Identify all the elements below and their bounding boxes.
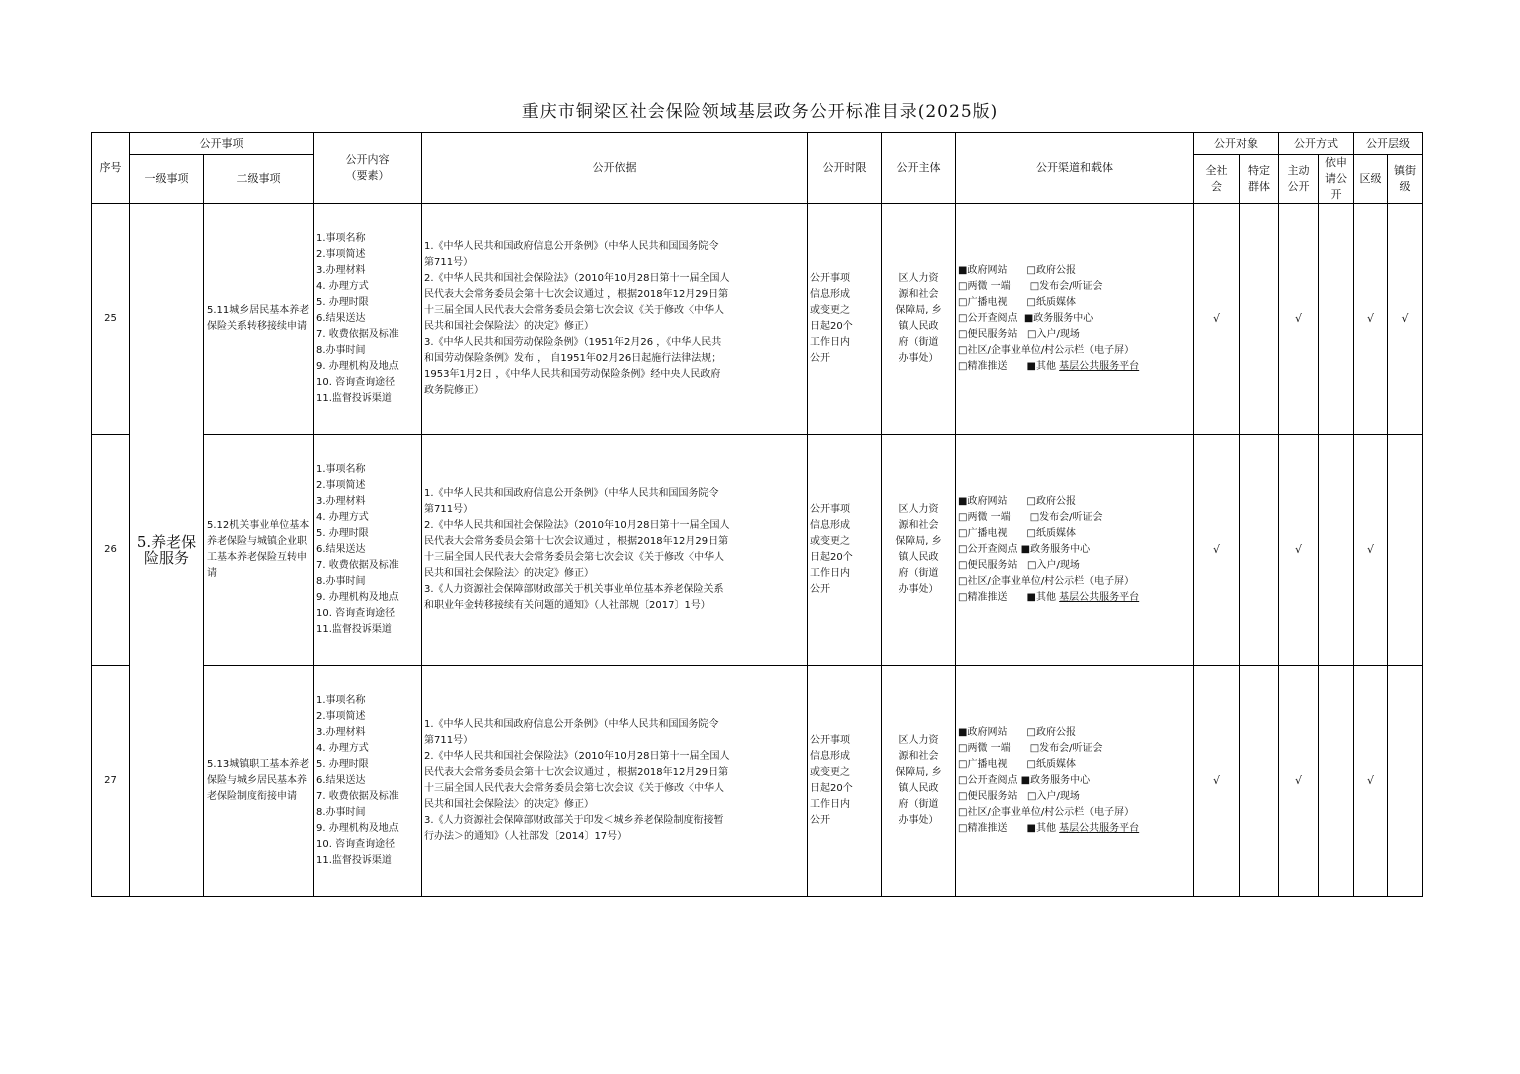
channel-item: □两微 一端 [958,512,1011,523]
channel-item: □政府公报 [1026,496,1076,507]
channel-item: □入户/现场 [1027,560,1080,571]
header-level-district: 区级 [1354,155,1388,204]
subject-line: 保障局, 乡 [895,305,942,316]
subject-line: 源和社会 [898,289,939,300]
mark-level-town [1388,666,1423,897]
row-seq: 27 [92,666,130,897]
level1-matter-text: 5.养老保险服务 [136,533,197,567]
subject-line: 源和社会 [898,751,939,762]
element: 2.事项简述 [316,711,366,722]
time-limit-line: 公开事项 [810,735,850,746]
basis-line: 3.《人力资源社会保障部财政部关于印发＜城乡养老保险制度衔接暂 [424,815,724,826]
element: 1.事项名称 [316,695,366,706]
header-matters: 公开事项 [130,133,314,155]
subject-line: 办事处） [898,584,939,595]
subject-line: 源和社会 [898,520,939,531]
channel-item: ■政府网站 [958,265,1008,276]
time-limit-line: 公开 [810,584,830,595]
element: 5. 办理时限 [316,759,369,770]
element: 3.办理材料 [316,265,366,276]
table-row [92,435,1423,666]
element: 7. 收费依据及标准 [316,560,399,571]
channel-item: □公开查阅点 [958,775,1018,786]
basis-line: 2.《中华人民共和国社会保险法》（2010年10月28日第十一届全国人 [424,520,730,531]
mark-target-specific [1240,435,1279,666]
header-seq: 序号 [92,133,130,204]
channel-item: □发布会/听证会 [1029,743,1103,754]
row-seq: 26 [92,435,130,666]
header-channel: 公开渠道和载体 [956,133,1194,204]
subject-line: 保障局, 乡 [895,536,942,547]
channel-item: □精准推送 [958,592,1008,603]
channel-line [958,757,1191,773]
time-limit [808,435,882,666]
element: 10. 咨询查询途径 [316,608,396,619]
channel-line [958,574,1191,590]
header-method-active: 主动公开 [1279,155,1319,204]
header-level-town: 镇街级 [1388,155,1423,204]
element: 6.结果送达 [316,544,366,555]
channel-item: ■其他 [1026,361,1056,372]
subject [882,204,956,435]
mark-target-specific [1240,204,1279,435]
channel-line [958,494,1191,510]
time-limit-line: 公开 [810,353,830,364]
basis-line: 行办法＞的通知》（人社部发〔2014〕17号） [424,831,628,842]
basis-line: 十三届全国人民代表大会常务委员会第七次会议《关于修改〈中华人 [424,783,724,794]
page-title: 重庆市铜梁区社会保险领域基层政务公开标准目录(2025版) [521,102,999,122]
element: 1.事项名称 [316,233,366,244]
channel-item: □入户/现场 [1027,791,1080,802]
element: 9. 办理机构及地点 [316,361,399,372]
subject-line: 镇人民政 [898,552,939,563]
element: 10. 咨询查询途径 [316,839,396,850]
mark-method-apply [1319,435,1354,666]
header-method: 公开方式 [1279,133,1354,155]
channel-line [958,725,1191,741]
channel-item: □精准推送 [958,823,1008,834]
time-limit-line: 日起20个 [810,321,853,332]
channel-item: □入户/现场 [1027,329,1080,340]
element: 6.结果送达 [316,775,366,786]
mark-method-active: √ [1279,435,1319,666]
level2-matter: 5.12机关事业单位基本养老保险与城镇企业职工基本养老保险互转申请 [204,435,314,666]
subject-line: 镇人民政 [898,321,939,332]
time-limit-line: 信息形成 [810,751,850,762]
subject-line: 府（街道 [898,337,939,348]
channel-item: □发布会/听证会 [1029,281,1103,292]
mark-target-all: √ [1194,435,1240,666]
channel-item-underlined: 基层公共服务平台 [1059,823,1140,834]
time-limit-line: 工作日内 [810,799,850,810]
header-level2: 二级事项 [204,155,314,204]
channel-line [958,263,1191,279]
channel-line [958,359,1191,375]
time-limit [808,666,882,897]
content-elements [314,666,422,897]
subject-line: 区人力资 [898,735,939,746]
basis-line: 第711号） [424,504,474,515]
mark-method-apply [1319,204,1354,435]
element: 2.事项简述 [316,249,366,260]
channel-item: □纸质媒体 [1026,759,1076,770]
header-level1: 一级事项 [130,155,204,204]
channel-item-underlined: 基层公共服务平台 [1059,592,1140,603]
basis-line: 十三届全国人民代表大会常务委员会第七次会议《关于修改〈中华人 [424,552,724,563]
element: 9. 办理机构及地点 [316,592,399,603]
channel-item: □两微 一端 [958,281,1011,292]
time-limit-line: 或变更之 [810,767,850,778]
channel-item: □社区/企事业单位/村公示栏（电子屏） [958,576,1135,587]
mark-level-district: √ [1354,204,1388,435]
level2-matter: 5.11城乡居民基本养老保险关系转移接续申请 [204,204,314,435]
mark-target-all: √ [1194,666,1240,897]
element: 7. 收费依据及标准 [316,329,399,340]
header-target-specific: 特定群体 [1240,155,1279,204]
channel-item: □广播电视 [958,759,1008,770]
mark-method-active: √ [1279,666,1319,897]
element: 5. 办理时限 [316,297,369,308]
element: 4. 办理方式 [316,743,369,754]
basis-text [422,435,808,666]
mark-level-district: √ [1354,435,1388,666]
time-limit-line: 公开事项 [810,273,850,284]
header-level: 公开层级 [1354,133,1423,155]
element: 3.办理材料 [316,496,366,507]
channel-item: ■政府网站 [958,727,1008,738]
time-limit-line: 日起20个 [810,552,853,563]
basis-line: 十三届全国人民代表大会常务委员会第七次会议《关于修改〈中华人 [424,305,724,316]
channels [956,435,1194,666]
channel-item: ■其他 [1026,592,1056,603]
channels [956,666,1194,897]
header-target-all: 全社会 [1194,155,1240,204]
channel-item: □纸质媒体 [1026,297,1076,308]
mark-method-active: √ [1279,204,1319,435]
basis-text [422,666,808,897]
content-elements [314,435,422,666]
channel-line [958,590,1191,606]
element: 4. 办理方式 [316,512,369,523]
channel-line [958,805,1191,821]
element: 7. 收费依据及标准 [316,791,399,802]
channel-item: □社区/企事业单位/村公示栏（电子屏） [958,345,1135,356]
time-limit-line: 信息形成 [810,520,850,531]
subject-line: 镇人民政 [898,783,939,794]
time-limit-line: 或变更之 [810,536,850,547]
basis-line: 民共和国社会保险法〉的决定》修正） [424,568,594,579]
channel-line [958,510,1191,526]
mark-level-district: √ [1354,666,1388,897]
channel-item: ■政务服务中心 [1020,775,1091,786]
channel-item: □政府公报 [1026,265,1076,276]
subject-line: 区人力资 [898,504,939,515]
basis-line: 民代表大会常务委员会第十七次会议通过 ，根据2018年12月29日第 [424,767,729,778]
channel-item: □发布会/听证会 [1029,512,1103,523]
channel-item: ■其他 [1026,823,1056,834]
channel-line [958,542,1191,558]
channel-item: □精准推送 [958,361,1008,372]
subject [882,435,956,666]
channel-line [958,279,1191,295]
channel-item: □公开查阅点 [958,313,1018,324]
row-seq: 25 [92,204,130,435]
element: 1.事项名称 [316,464,366,475]
basis-line: 第711号） [424,735,474,746]
mark-target-all: √ [1194,204,1240,435]
element: 2.事项简述 [316,480,366,491]
element: 11.监督投诉渠道 [316,393,392,404]
channel-line [958,327,1191,343]
channel-line [958,773,1191,789]
level2-matter: 5.13城镇职工基本养老保险与城乡居民基本养老保险制度衔接申请 [204,666,314,897]
channel-line [958,821,1191,837]
basis-text [422,204,808,435]
mark-level-town [1388,435,1423,666]
channel-line [958,558,1191,574]
subject-line: 保障局, 乡 [895,767,942,778]
header-basis: 公开依据 [422,133,808,204]
time-limit-line: 公开 [810,815,830,826]
channel-item: ■政务服务中心 [1023,313,1094,324]
subject-line: 府（街道 [898,568,939,579]
channel-item: □社区/企事业单位/村公示栏（电子屏） [958,807,1135,818]
channel-item: □广播电视 [958,297,1008,308]
subject-line: 区人力资 [898,273,939,284]
subject-line: 办事处） [898,815,939,826]
header-target: 公开对象 [1194,133,1279,155]
element: 6.结果送达 [316,313,366,324]
header-time-limit: 公开时限 [808,133,882,204]
basis-line: 3.《人力资源社会保障部财政部关于机关事业单位基本养老保险关系 [424,584,724,595]
channel-item: □纸质媒体 [1026,528,1076,539]
channels [956,204,1194,435]
basis-line: 政务院修正） [424,385,484,396]
mark-target-specific [1240,666,1279,897]
element: 8.办事时间 [316,576,366,587]
channel-line [958,311,1191,327]
channel-item: ■政府网站 [958,496,1008,507]
basis-line: 1.《中华人民共和国政府信息公开条例》（中华人民共和国国务院令 [424,488,719,499]
element: 11.监督投诉渠道 [316,624,392,635]
channel-item: □两微 一端 [958,743,1011,754]
time-limit-line: 公开事项 [810,504,850,515]
mark-level-town: √ [1388,204,1423,435]
basis-line: 民代表大会常务委员会第十七次会议通过 ，根据2018年12月29日第 [424,289,729,300]
content-elements [314,204,422,435]
time-limit [808,204,882,435]
time-limit-line: 信息形成 [810,289,850,300]
basis-line: 民代表大会常务委员会第十七次会议通过 ，根据2018年12月29日第 [424,536,729,547]
element: 8.办事时间 [316,807,366,818]
channel-item-underlined: 基层公共服务平台 [1059,361,1140,372]
channel-item: □广播电视 [958,528,1008,539]
catalog-table [91,132,1423,897]
channel-item: ■政务服务中心 [1020,544,1091,555]
channel-item: □公开查阅点 [958,544,1018,555]
basis-line: 和国劳动保险条例》发布 ， 自1951年02月26日起施行法律法规； [424,353,722,364]
channel-line [958,295,1191,311]
channel-line [958,789,1191,805]
channel-item: □便民服务站 [958,560,1018,571]
subject-line: 府（街道 [898,799,939,810]
basis-line: 1953年1月2日 ，《中华人民共和国劳动保险条例》经中央人民政府 [424,369,721,380]
channel-line [958,526,1191,542]
element: 9. 办理机构及地点 [316,823,399,834]
subject [882,666,956,897]
basis-line: 民共和国社会保险法〉的决定》修正） [424,321,594,332]
time-limit-line: 日起20个 [810,783,853,794]
header-row-1 [92,133,1423,155]
table-row [92,204,1423,435]
subject-line: 办事处） [898,353,939,364]
channel-item: □便民服务站 [958,329,1018,340]
level1-matter [130,204,204,897]
basis-line: 3.《中华人民共和国劳动保险条例》（1951年2月26 ，《中华人民共 [424,337,722,348]
element: 11.监督投诉渠道 [316,855,392,866]
basis-line: 第711号） [424,257,474,268]
element: 3.办理材料 [316,727,366,738]
element: 10. 咨询查询途径 [316,377,396,388]
basis-line: 1.《中华人民共和国政府信息公开条例》（中华人民共和国国务院令 [424,719,719,730]
channel-item: □便民服务站 [958,791,1018,802]
channel-item: □政府公报 [1026,727,1076,738]
header-content: 公开内容（要素） [314,133,422,204]
basis-line: 民共和国社会保险法〉的决定》修正） [424,799,594,810]
channel-line [958,741,1191,757]
element: 4. 办理方式 [316,281,369,292]
basis-line: 和职业年金转移接续有关问题的通知》（人社部规〔2017〕1号） [424,600,711,611]
basis-line: 1.《中华人民共和国政府信息公开条例》（中华人民共和国国务院令 [424,241,719,252]
channel-line [958,343,1191,359]
basis-line: 2.《中华人民共和国社会保险法》（2010年10月28日第十一届全国人 [424,273,730,284]
mark-method-apply [1319,666,1354,897]
table-row [92,666,1423,897]
header-method-apply: 依申请公开 [1319,155,1354,204]
basis-line: 2.《中华人民共和国社会保险法》（2010年10月28日第十一届全国人 [424,751,730,762]
header-subject: 公开主体 [882,133,956,204]
element: 8.办事时间 [316,345,366,356]
element: 5. 办理时限 [316,528,369,539]
time-limit-line: 工作日内 [810,568,850,579]
time-limit-line: 工作日内 [810,337,850,348]
time-limit-line: 或变更之 [810,305,850,316]
